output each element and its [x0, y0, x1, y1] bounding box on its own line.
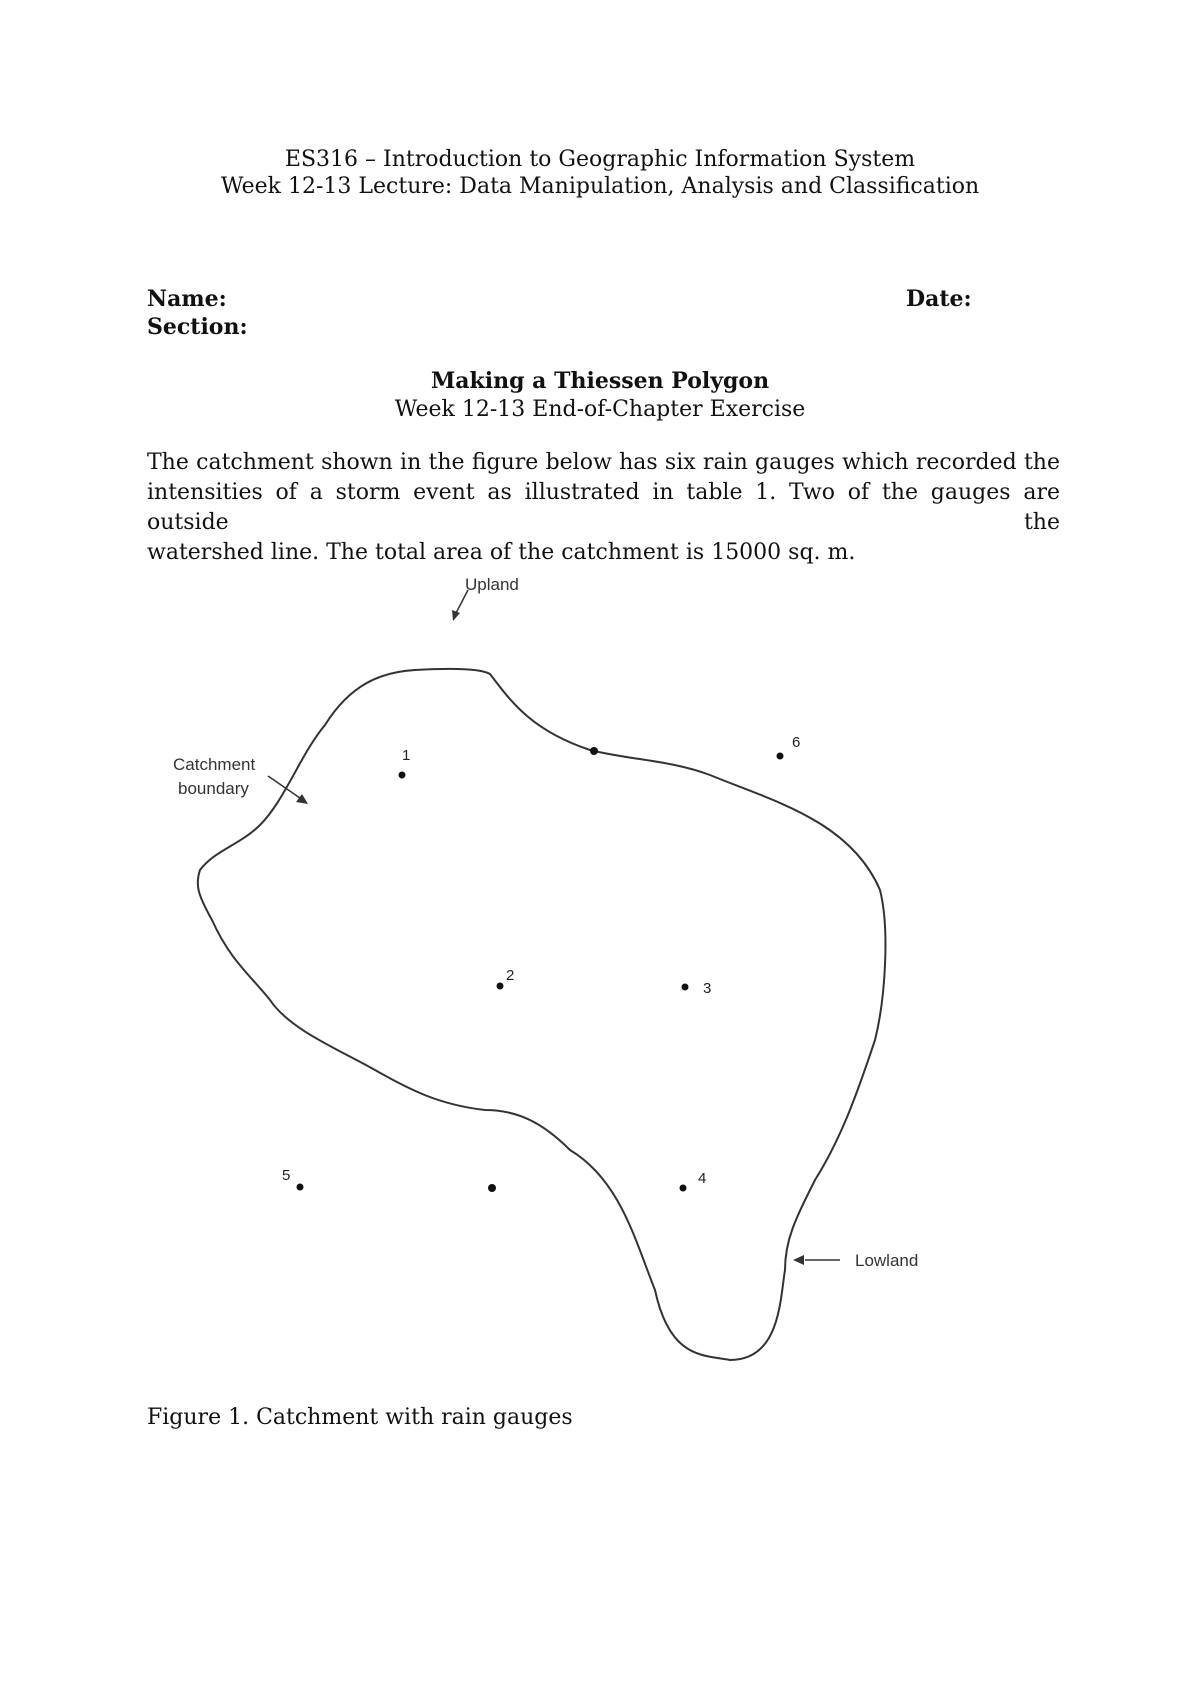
lowland-label: Lowland: [855, 1251, 919, 1270]
figure-caption: Figure 1. Catchment with rain gauges: [147, 1405, 573, 1430]
exercise-title: Making a Thiessen Polygon: [430, 368, 770, 394]
gauge-6-label: 6: [792, 734, 801, 751]
gauge-point-unlabeled: [488, 1184, 496, 1192]
paragraph-line: The catchment shown in the figure below has six rain gauges which recorded the: [147, 450, 1060, 475]
gauge-6-point: [777, 753, 784, 760]
gauge-4-label: 4: [698, 1170, 707, 1187]
exercise-subtitle: Week 12-13 End-of-Chapter Exercise: [394, 397, 806, 422]
name-label: Name:: [147, 286, 227, 312]
upland-arrowhead: [452, 610, 460, 621]
gauge-1-label: 1: [402, 747, 411, 764]
paragraph-line: watershed line. The total area of the catchment is 15000 sq. m.: [147, 540, 856, 565]
catchment-figure: [150, 575, 1010, 1390]
lecture-title: Week 12-13 Lecture: Data Manipulation, Analysis and Classification: [220, 174, 980, 199]
gauge-2-label: 2: [506, 967, 515, 984]
catchment-arrow: [268, 776, 300, 798]
gauge-3-label: 3: [703, 980, 712, 997]
gauge-4-point: [680, 1185, 687, 1192]
instructions-paragraph: [147, 448, 1060, 568]
catchment-boundary: [198, 669, 886, 1360]
gauge-2-point: [497, 983, 504, 990]
upland-label: Upland: [465, 575, 519, 594]
gauge-point-unlabeled: [590, 747, 598, 755]
lowland-arrowhead: [793, 1255, 804, 1265]
paragraph-line: intensities of a storm event as illustrated in table 1. Two of the gauges are outside the: [147, 480, 1060, 535]
catchment-arrowhead: [296, 794, 308, 804]
gauge-5-point: [297, 1184, 304, 1191]
gauge-5-label: 5: [282, 1167, 291, 1184]
date-label: Date:: [906, 286, 972, 312]
course-title: ES316 – Introduction to Geographic Information System: [284, 147, 916, 172]
section-label: Section:: [147, 314, 248, 340]
gauge-1-point: [399, 772, 406, 779]
gauge-3-point: [682, 984, 689, 991]
catchment-label-line1: Catchment: [173, 755, 256, 774]
catchment-label-line2: boundary: [178, 779, 249, 798]
